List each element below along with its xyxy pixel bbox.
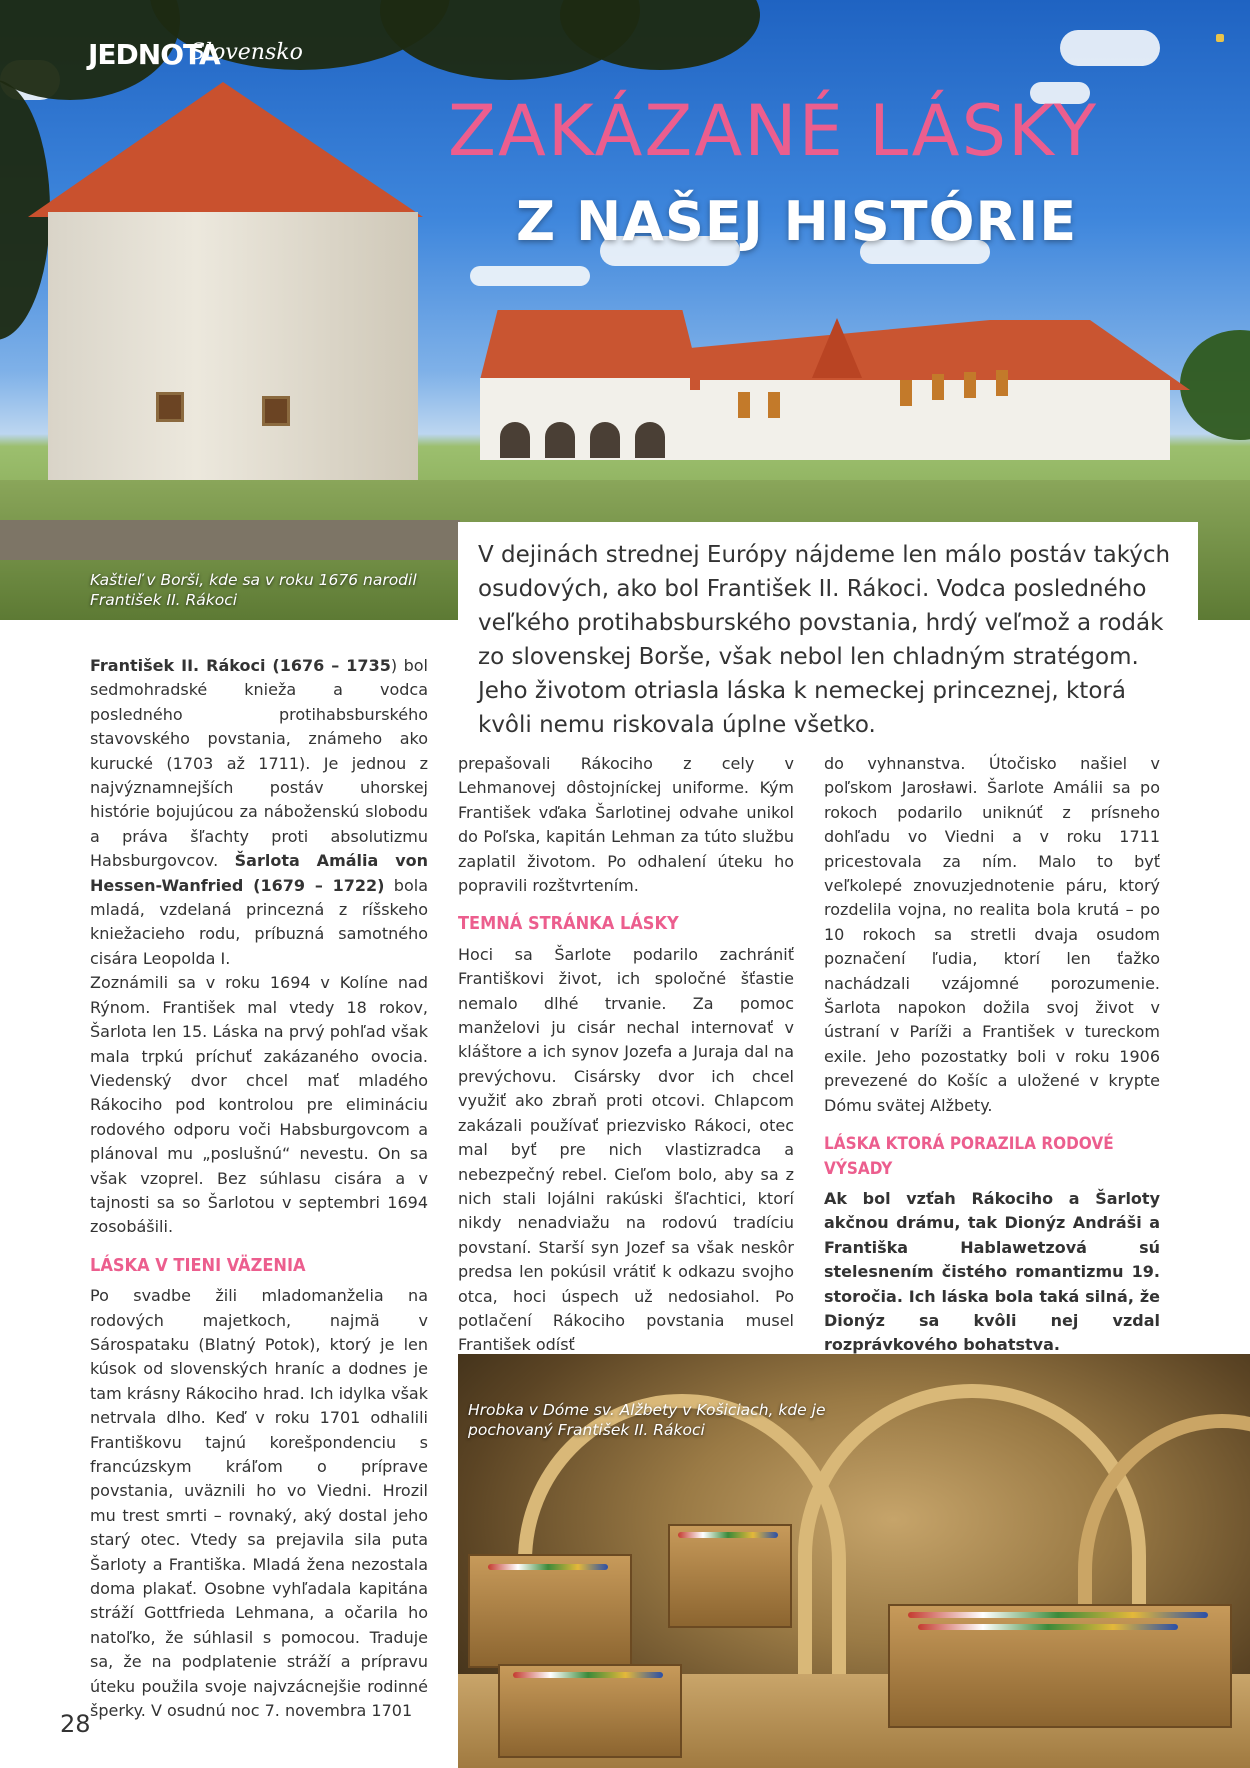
page-title-line2: Z NAŠEJ HISTÓRIE: [516, 190, 1078, 253]
col2-paragraph-1: prepašovali Rákociho z cely v Lehmanovej dôstojníckej uniforme. Kým František vďaka Šarlotinej odvahe unikol do Poľska, kapitán Lehman za túto službu zaplatil životom. Po odhalení úteku ho popravili rozštvrtením.: [458, 754, 794, 896]
heading-laska-v-tieni: LÁSKA V TIENI VÄZENIA: [90, 1254, 306, 1276]
col1-bold-1: František II. Rákoci (1676 – 1735: [90, 656, 391, 675]
heading-temna-stranka: TEMNÁ STRÁNKA LÁSKY: [458, 913, 679, 935]
page-number: 28: [60, 1710, 91, 1738]
col1-bold-2: Šarlota Amália von Hessen-Wanfried (1679 – 1722): [90, 851, 429, 895]
brand-logo: JEDNOTA: [88, 38, 220, 71]
col1-text-2: bola mladá, vzdelaná princezná z ríšskeho kniežacieho rodu, príbuzná samotného cisára Leopolda I.: [90, 875, 429, 968]
col2-paragraph-2: Hoci sa Šarlote podarilo zachrániť Františkovi život, ich spoločné šťastie nemalo dlhé trvanie. Za pomoc manželovi ju cisár nechal internovať v kláštore a ich synov Jozefa a Juraja dal na prevýchovu. Cisársky dvor ich chcel využiť ako zbraň proti otcovi. Chlapcom zakázali používať priezvisko Rákoci, otec mal byť pre nich vlastizradca a nebezpečný rebel. Cieľom bolo, aby sa z nich stali lojálni rakúski šľachtici, ktorí nikdy nenadviažu na rodovú tradíciu povstaní. Starší syn Jozef sa však neskôr predsa len pokúsil vrátiť k odkazu svojho otca, hoci úspech už nedosiahol. Po potlačení Rákociho povstania musel František odísť: [458, 944, 794, 1355]
page-title-line1: ZAKÁZANÉ LÁSKY: [448, 90, 1099, 172]
heading-laska-ktora-porazila: LÁSKA KTORÁ PORAZILA RODOVÉ VÝSADY: [824, 1134, 1114, 1179]
col1-paragraph-3: Po svadbe žili mladomanželia na rodových majetkoch, najmä v Sárospataku (Blatný Potok), ktorý je len kúsok od slovenských hraníc a dodnes je tam krásny Rákociho hrad. Ich idylka však netrvala dlho. Keď v roku 1701 odhalili Františkovu tajnú korešpondenciu s francúzskym kráľom o príprave povstania, uväznili ho vo Viedni. Hrozil mu trest smrti – rovnaký, aký dostal jeho starý otec. Vtedy sa prejavila sila puta Šarloty a Františka. Mladá žena nezostala doma plakať. Osobne vyhľadala kapitána stráží Gottfrieda Lehmana, a očarila ho natoľko, že súhlasil s pomocou. Traduje sa, že na podplatenie stráží a prípravu úteku použila svoje najvzácnejšie rodinné šperky. V osudnú noc 7. novembra 1701: [90, 1286, 428, 1721]
col1-paragraph-2: Zoznámili sa v roku 1694 v Kolíne nad Rýnom. František mal vtedy 18 rokov, Šarlota len 15. Láska na prvý pohľad však mala trpkú príchuť zakázaného ovocia. Viedenský dvor chcel mať mladého Rákociho pod kontrolou pre elimináciu rodového odporu voči Habsburgovcom a plánoval mu „poslušnú“ nevestu. On sa však vzoprel. Bez súhlasu cisára a v tajnosti sa so Šarlotou v septembri 1694 zosobášili.: [90, 973, 428, 1237]
brand-subtitle: Slovensko: [190, 40, 303, 65]
col3-paragraph-1: do vyhnanstva. Útočisko našiel v poľskom Jarosławi. Šarlote Amálii sa po rokoch podarilo uniknúť z prísneho dohľadu vo Viedni a v roku 1711 pricestovala za ním. Malo to byť veľkolepé znovuzjednotenie páru, ktorý rozdelila vojna, no realita bola krutá – po 10 rokoch sa stretli dvaja osudom poznačení ľudia, ktorí len ťažko nachádzali vzájomné porozumenie. Šarlota napokon dožila svoj život v ústraní v Paríži a František v tureckom exile. Jeho pozostatky boli v roku 1906 prevezené do Košíc a uložené v krypte Dómu svätej Alžbety.: [824, 754, 1160, 1115]
article-column-2: [458, 752, 794, 1358]
col1-text-1: ) bol sedmohradské knieža a vodca posledného protihabsburského stavovského povstania, známeho ako kurucké (1703 až 1711). Je jednou z najvýznamnejších postáv uhorskej histórie bojujúcou za náboženskú slobodu a práva šľachty proti absolutizmu Habsburgovcov.: [90, 656, 429, 871]
col1-paragraph-1: [90, 654, 428, 971]
article-column-1: [90, 654, 428, 1723]
photo2-caption: Hrobka v Dóme sv. Alžbety v Košiciach, kde je pochovaný František II. Rákoci: [468, 1401, 826, 1439]
col3-paragraph-2: Ak bol vzťah Rákociho a Šarloty akčnou drámu, tak Dionýz Andráši a Františka Hablawetzová sú stelesnením čistého romantizmu 19. storočia. Ich láska bola taká silná, že Dionýz sa kvôli nej vzdal rozprávkového bohatstva.: [824, 1188, 1160, 1355]
article-column-3: [824, 752, 1160, 1431]
photo1-caption: Kaštieľ v Borši, kde sa v roku 1676 narodil František II. Rákoci: [90, 571, 417, 609]
intro-paragraph: V dejinách strednej Európy nájdeme len málo postáv takých osudových, ako bol František II. Rákoci. Vodca posledného veľkého protihabsburského povstania, hrdý veľmož a rodák zo slovenskej Borše, však nebol len chladným stratégom. Jeho životom otriasla láska k nemeckej princeznej, ktorá kvôli nemu riskovala úplne všetko.: [458, 522, 1198, 754]
decorative-dot: [1216, 34, 1224, 42]
